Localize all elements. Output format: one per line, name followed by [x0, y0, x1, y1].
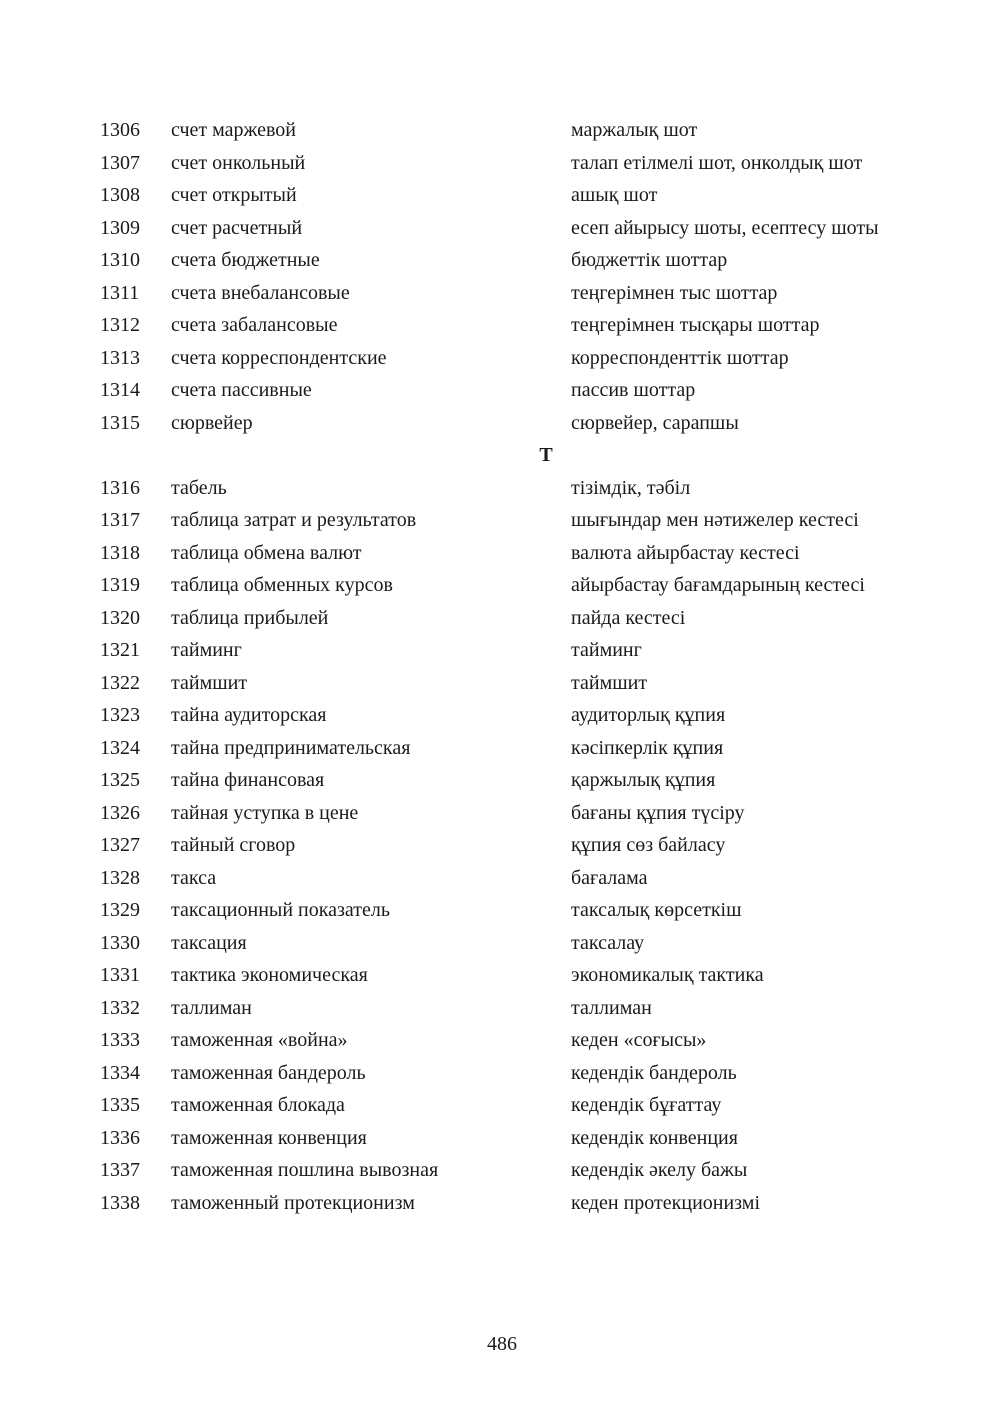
entry-row: [100, 994, 920, 1022]
kazakh-term: құпия сөз байласу: [571, 834, 726, 856]
kazakh-term: талап етілмелі шот, онколдық шот: [571, 151, 863, 174]
entry-row: [100, 1059, 920, 1087]
entry-number: 1325: [100, 769, 140, 791]
russian-term: тактика экономическая: [171, 964, 368, 986]
kazakh-term: бюджеттік шоттар: [571, 249, 728, 271]
russian-term: таможенная блокада: [171, 1094, 345, 1116]
kazakh-term: таксалық көрсеткіш: [571, 899, 742, 921]
kazakh-term: кеден протекционизмі: [571, 1191, 761, 1214]
entry-number: 1337: [100, 1159, 140, 1181]
russian-term: счета пассивные: [171, 379, 312, 401]
russian-term: счет онкольный: [171, 151, 306, 174]
kazakh-term: маржалық шот: [571, 119, 698, 141]
entry-number: 1313: [100, 346, 140, 369]
kazakh-term: ашық шот: [571, 184, 658, 206]
russian-term: таможенная бандероль: [171, 1061, 366, 1084]
entry-row: [100, 376, 920, 404]
entry-number: 1321: [100, 639, 140, 661]
entry-number: 1315: [100, 411, 140, 434]
kazakh-term: пайда кестесі: [571, 606, 686, 629]
entry-number: 1326: [100, 801, 140, 824]
kazakh-term: кедендік конвенция: [571, 1126, 738, 1149]
entry-row: [100, 571, 920, 599]
kazakh-term: кедендік бандероль: [571, 1061, 737, 1084]
russian-term: счета забалансовые: [171, 314, 338, 336]
entry-number: 1308: [100, 184, 140, 206]
entry-row: [100, 214, 920, 242]
russian-term: таксационный показатель: [171, 899, 391, 921]
russian-term: счета внебалансовые: [171, 281, 350, 304]
entry-number: 1309: [100, 216, 140, 239]
kazakh-term: бағаны құпия түсіру: [571, 801, 745, 824]
entry-row: [100, 506, 920, 534]
entry-number: 1334: [100, 1061, 140, 1084]
russian-term: таймшит: [171, 671, 248, 694]
entry-row: [100, 409, 920, 437]
entry-number: 1331: [100, 964, 140, 986]
kazakh-term: сюрвейер, сарапшы: [571, 411, 739, 434]
kazakh-term: тайминг: [571, 639, 642, 661]
entry-row: [100, 1026, 920, 1054]
russian-term: такса: [171, 866, 217, 889]
entry-row: [100, 311, 920, 339]
russian-term: счета бюджетные: [171, 249, 320, 271]
entry-number: 1307: [100, 151, 140, 174]
page-number: 486: [487, 1333, 517, 1355]
kazakh-term: корреспонденттік шоттар: [571, 346, 789, 369]
entries-list: [100, 116, 920, 1221]
kazakh-term: кеден «соғысы»: [571, 1029, 707, 1051]
entry-number: 1322: [100, 671, 140, 694]
kazakh-term: валюта айырбастау кестесі: [571, 541, 800, 564]
entry-number: 1327: [100, 834, 140, 856]
russian-term: табель: [171, 476, 227, 499]
entry-group-t: [100, 474, 920, 1217]
russian-term: таможенная пошлина вывозная: [171, 1159, 439, 1181]
kazakh-term: қаржылық құпия: [571, 769, 716, 791]
entry-group-s: [100, 116, 920, 437]
entry-number: 1319: [100, 574, 140, 596]
entry-row: [100, 344, 920, 372]
entry-number: 1323: [100, 704, 140, 726]
entry-row: [100, 149, 920, 177]
kazakh-term: кәсіпкерлік құпия: [571, 736, 724, 759]
entry-number: 1338: [100, 1191, 140, 1214]
entry-row: [100, 474, 920, 502]
russian-term: счет расчетный: [171, 216, 303, 239]
entry-row: [100, 929, 920, 957]
russian-term: тайна аудиторская: [171, 704, 327, 726]
entry-row: [100, 1189, 920, 1217]
russian-term: тайный сговор: [171, 834, 296, 856]
entry-row: [100, 539, 920, 567]
entry-row: [100, 669, 920, 697]
russian-term: счета корреспондентские: [171, 346, 387, 369]
kazakh-term: айырбастау бағамдарының кестесі: [571, 574, 865, 596]
entry-number: 1317: [100, 509, 140, 531]
entry-number: 1312: [100, 314, 140, 336]
entry-row: [100, 701, 920, 729]
russian-term: таблица обменных курсов: [171, 574, 393, 596]
entry-row: [100, 864, 920, 892]
russian-term: тайминг: [171, 639, 242, 661]
entry-row: [100, 1156, 920, 1184]
russian-term: таможенный протекционизм: [171, 1191, 415, 1214]
entry-row: [100, 896, 920, 924]
kazakh-term: таллиман: [571, 996, 652, 1019]
kazakh-term: тізімдік, тәбіл: [571, 476, 691, 499]
russian-term: сюрвейер: [171, 411, 253, 434]
entry-number: 1311: [100, 281, 140, 304]
entry-number: 1330: [100, 931, 140, 954]
entry-row: [100, 604, 920, 632]
entry-number: 1329: [100, 899, 140, 921]
russian-term: таблица затрат и результатов: [171, 509, 417, 531]
kazakh-term: шығындар мен нәтижелер кестесі: [571, 509, 859, 531]
entry-number: 1310: [100, 249, 140, 271]
kazakh-term: таксалау: [571, 931, 645, 954]
russian-term: счет открытый: [171, 184, 297, 206]
entry-row: [100, 734, 920, 762]
entry-number: 1320: [100, 606, 140, 629]
entry-row: [100, 636, 920, 664]
entry-number: 1335: [100, 1094, 140, 1116]
entry-number: 1336: [100, 1126, 140, 1149]
entry-row: [100, 246, 920, 274]
kazakh-term: экономикалық тактика: [571, 964, 764, 986]
russian-term: таблица обмена валют: [171, 541, 362, 564]
entry-number: 1332: [100, 996, 140, 1019]
entry-row: [100, 799, 920, 827]
russian-term: тайна предпринимательская: [171, 736, 411, 759]
section-heading-t: Т: [539, 444, 553, 466]
entry-row: [100, 831, 920, 859]
kazakh-term: бағалама: [571, 866, 648, 889]
kazakh-term: пассив шоттар: [571, 379, 696, 401]
kazakh-term: таймшит: [571, 671, 648, 694]
entry-row: [100, 766, 920, 794]
entry-row: [100, 116, 920, 144]
kazakh-term: есеп айырысу шоты, есептесу шоты: [571, 216, 879, 239]
kazakh-term: кедендік бұғаттау: [571, 1094, 722, 1116]
russian-term: тайна финансовая: [171, 769, 325, 791]
entry-row: [100, 1091, 920, 1119]
entry-number: 1314: [100, 379, 140, 401]
entry-row: [100, 181, 920, 209]
russian-term: таксация: [171, 931, 247, 954]
entry-number: 1306: [100, 119, 140, 141]
russian-term: таможенная «война»: [171, 1029, 348, 1051]
russian-term: таможенная конвенция: [171, 1126, 367, 1149]
kazakh-term: теңгерімнен тысқары шоттар: [571, 314, 820, 336]
kazakh-term: аудиторлық құпия: [571, 704, 726, 726]
entry-number: 1316: [100, 476, 140, 499]
entry-row: [100, 1124, 920, 1152]
russian-term: таллиман: [171, 996, 252, 1019]
entry-row: [100, 279, 920, 307]
entry-number: 1324: [100, 736, 140, 759]
russian-term: счет маржевой: [171, 119, 296, 141]
entry-number: 1328: [100, 866, 140, 889]
entry-number: 1333: [100, 1029, 140, 1051]
russian-term: тайная уступка в цене: [171, 801, 359, 824]
kazakh-term: теңгерімнен тыс шоттар: [571, 281, 778, 304]
russian-term: таблица прибылей: [171, 606, 329, 629]
entry-number: 1318: [100, 541, 140, 564]
kazakh-term: кедендік әкелу бажы: [571, 1159, 748, 1181]
entry-row: [100, 961, 920, 989]
